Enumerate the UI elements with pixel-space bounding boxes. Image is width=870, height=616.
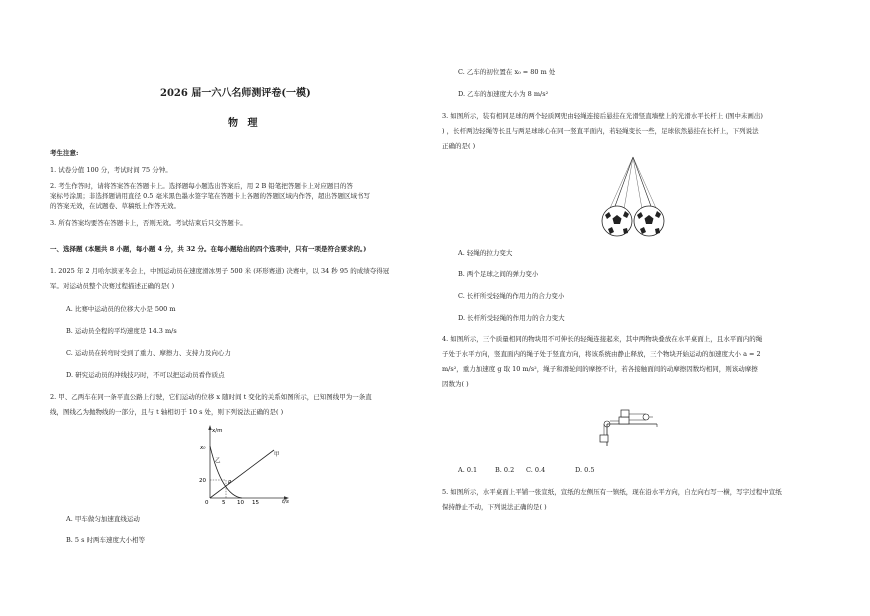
- y-axis-label: x/m: [212, 428, 223, 434]
- q4-option-d: D. 0.5: [575, 466, 595, 474]
- x-tick-10: 10: [237, 500, 244, 504]
- q2-xt-graph: [190, 422, 300, 504]
- exam-title: 2026 届一六八名师测评卷(一模): [160, 88, 311, 99]
- y-tick-x0: x₀: [200, 445, 206, 451]
- point-p-label: P: [228, 480, 232, 486]
- subject-title: 物 理: [228, 118, 261, 129]
- y-tick-20: 20: [199, 478, 206, 484]
- q1-option-a: A. 比赛中运动员的位移大小是 500 m: [66, 305, 176, 313]
- q3-football-figure: [600, 155, 666, 243]
- rope-right: [633, 157, 652, 209]
- label-jia: 甲: [274, 452, 280, 458]
- q4-option-c: C. 0.4: [526, 466, 546, 474]
- net-string-2: [633, 157, 642, 209]
- q3-stem-line3: 正确的是( ): [442, 142, 476, 150]
- q3-option-a: A. 轻绳的拉力变大: [458, 249, 513, 257]
- notice-item-2: 2. 考生作答时，请将答案答在答题卡上。选择题每小题选出答案后，用 2 B 铅笔把答题卡上对应题目的答: [50, 182, 353, 190]
- curve-yi: [210, 446, 242, 498]
- x-tick-0: 0: [205, 500, 209, 504]
- q4-stem-line4: 因数为( ): [442, 380, 469, 388]
- q2-stem-line1: 2. 甲、乙两车在同一条平直公路上行驶，它们运动的位移 x 随时间 t 变化的关系如图所示，已知图线甲为一条直: [50, 393, 372, 401]
- q3-option-d: D. 长杆所受轻绳的作用力的合力变大: [458, 314, 565, 322]
- notice-heading: 考生注意:: [50, 149, 79, 157]
- q5-stem-line1: 5. 如图所示，水平桌面上平铺一张宣纸，宣纸的左侧压有一镇纸，现在沿水平方向，自左向右写一横，写字过程中宣纸: [442, 488, 782, 496]
- q1-option-b: B. 运动员全程的平均速度是 14.3 m/s: [66, 327, 177, 335]
- q3-stem-line2: ) ，长杆两边轻绳等长且与两足球球心在同一竖直平面内，若轻绳变长一些，足球依然悬挂在长杆上，下列说法: [442, 127, 759, 135]
- q3-option-b: B. 两个足球之间的弹力变小: [458, 270, 539, 278]
- q3-option-c: C. 长杆所受轻绳的作用力的合力变小: [458, 292, 565, 300]
- wall-pulley: [643, 414, 649, 420]
- block-bottom: [619, 417, 629, 424]
- q4-stem-line2: 子处于水平方向，竖直面内的绳子处于竖直方向，将该系统由静止释放，三个物块开始运动的加速度大小 a = 2: [442, 350, 761, 358]
- q4-option-a: A. 0.1: [458, 466, 478, 474]
- q4-option-b: B. 0.2: [495, 466, 515, 474]
- x-tick-15: 15: [252, 500, 259, 504]
- x-tick-5: 5: [222, 500, 226, 504]
- label-yi: 乙: [215, 458, 221, 464]
- q1-option-c: C. 运动员在转弯时受到了重力、摩擦力、支持力及向心力: [66, 349, 231, 357]
- block-top: [621, 410, 629, 417]
- q1-stem-line2: 军。对运动员整个决赛过程描述正确的是( ): [50, 282, 175, 290]
- q2-option-b: B. 5 s 时两车速度大小相等: [66, 536, 146, 544]
- notice-item-2-end: 的答案无效，在试题卷、草稿纸上作答无效。: [50, 202, 180, 210]
- q4-pulley-figure: [597, 400, 665, 448]
- q1-option-d: D. 研究运动员的冲线技巧时，不可以把运动员看作质点: [66, 371, 225, 379]
- section1-heading: 一、选择题 (本题共 8 小题，每小题 4 分，共 32 分。在每小题给出的四个选项中，只有一项是符合要求的。): [50, 245, 367, 253]
- q2-option-a: A. 甲车做匀加速直线运动: [66, 515, 140, 523]
- notice-item-2-cont: 案标号涂黑；非选择题请用直径 0.5 毫米黑色墨水签字笔在答题卡上各题的答题区域内作答，超出答题区域书写: [50, 192, 370, 200]
- net-string-1: [624, 157, 633, 209]
- q2-stem-line2: 线，图线乙为抛物线的一部分，且与 t 轴相切于 10 s 处，则下列说法正确的是( ): [50, 408, 284, 416]
- q5-stem-line2: 保持静止不动，下列说法正确的是( ): [442, 503, 547, 511]
- block-hanging: [600, 435, 608, 442]
- q1-stem-line1: 1. 2025 年 2 月哈尔滨亚冬会上，中国运动员在速度滑冰男子 500 米 (环形赛道) 决赛中，以 34 秒 95 的成绩夺得冠: [50, 267, 390, 275]
- notice-item-1: 1. 试卷分值 100 分，考试时间 75 分钟。: [50, 166, 172, 174]
- notice-item-3: 3. 所有答案均要答在答题卡上，否则无效。考试结束后只交答题卡。: [50, 219, 247, 227]
- q2-option-c: C. 乙车的初位置在 x₀ = 80 m 处: [458, 68, 556, 76]
- q3-stem-line1: 3. 如图所示，装有相同足球的两个轻质网兜由轻绳连接后悬挂在光滑竖直墙壁上的光滑水平长杆上 (图中未画出): [442, 112, 763, 120]
- x-axis-label: t/s: [282, 499, 289, 504]
- q4-stem-line1: 4. 如图所示，三个质量相同的物块用不可伸长的轻绳连接起来，其中两物块叠放在水平桌面上，且水平面内的绳: [442, 335, 763, 343]
- rope-left: [614, 157, 633, 209]
- q4-stem-line3: m/s²，重力加速度 g 取 10 m/s²，绳子和滑轮间的摩擦不计，若各接触面间的动摩擦因数均相同，则该动摩擦: [442, 365, 758, 373]
- q2-option-d: D. 乙车的加速度大小为 8 m/s²: [458, 90, 549, 98]
